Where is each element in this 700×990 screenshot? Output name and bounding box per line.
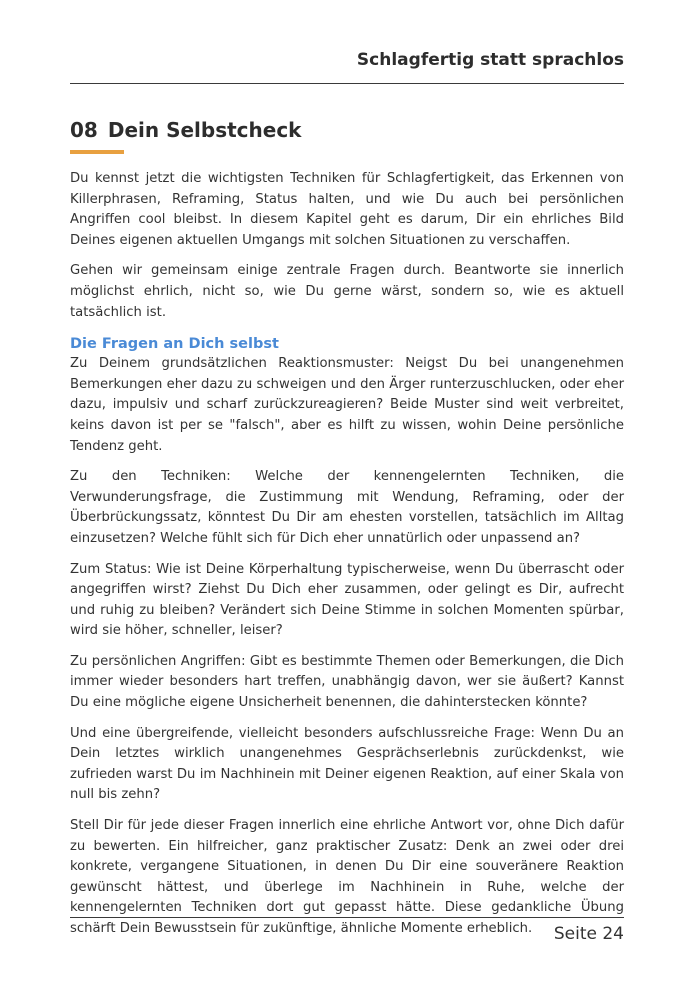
running-header-title: Schlagfertig statt sprachlos: [356, 50, 624, 70]
closing-paragraph: Stell Dir für jede dieser Fragen innerlich eine ehrliche Antwort vor, ohne Dich dafür zu bewerten. Ein hilfreicher, ganz praktischer Zusatz: Denk an zwei oder drei konkrete, vergangene Situationen, in denen Du Dir eine souveränere Reaktion gewünscht hättest, und überlege im Nachhinein in Ruhe, welche der kennengelernten Techniken dort gut gepasst hätte. Diese gedankliche Übung schärft Dein Bewusstsein für zukünftige, ähnliche Momente erheblich.: [70, 818, 624, 936]
section-heading: Die Fragen an Dich selbst: [70, 336, 279, 353]
question-paragraph-overall: Und eine übergreifende, vielleicht besonders aufschlussreiche Frage: Wenn Du an Dein letztes wirklich unangenehmes Gesprächserlebnis zurückdenkst, wie zufrieden warst Du im Nachhinein mit Deiner eigenen Reaktion, auf einer Skala von null bis zehn?: [70, 725, 624, 803]
header-divider: [70, 83, 624, 84]
chapter-number: 08: [70, 118, 98, 142]
chapter-accent-bar: [70, 150, 124, 154]
page-body: [70, 169, 624, 950]
intro-paragraph-1: Du kennst jetzt die wichtigsten Techniken für Schlagfertigkeit, das Erkennen von Killerphrasen, Reframing, Status halten, und wie Du auch bei persönlichen Angriffen cool bleibst. In diesem Kapitel geht es darum, Dir ein ehrliches Bild Deines eigenen aktuellen Umgangs mit solchen Situationen zu verschaffen.: [70, 171, 624, 248]
question-paragraph-status: Zum Status: Wie ist Deine Körperhaltung typischerweise, wenn Du überrascht oder angegriffen wirst? Ziehst Du Dich eher zusammen, oder gelingt es Dir, aufrecht und ruhig zu bleiben? Verändert sich Deine Stimme in solchen Momenten spürbar, wird sie höher, schneller, leiser?: [70, 561, 624, 639]
intro-paragraph-2: Gehen wir gemeinsam einige zentrale Fragen durch. Beantworte sie innerlich möglichst ehrlich, nicht so, wie Du gerne wärst, sondern so, wie es aktuell tatsächlich ist.: [70, 263, 624, 320]
question-paragraph-reaction: Zu Deinem grundsätzlichen Reaktionsmuster: Neigst Du bei unangenehmen Bemerkungen eher dazu zu schweigen und den Ärger runterzuschlucken, oder eher dazu, impulsiv und scharf zurückzureagieren? Beide Muster sind weit verbreitet, keins davon ist per se "falsch", aber es hilft zu wissen, wohin Deine persönliche Tendenz geht.: [70, 356, 624, 454]
page-number: Seite 24: [553, 924, 624, 944]
footer-divider: [70, 917, 624, 918]
question-paragraph-techniques: Zu den Techniken: Welche der kennengelernten Techniken, die Verwunderungsfrage, die Zustimmung mit Wendung, Reframing, oder der Überbrückungssatz, könntest Du Dir am ehesten vorstellen, tatsächlich im Alltag einzusetzen? Welche fühlt sich für Dich eher unnatürlich oder unpassend an?: [70, 469, 624, 546]
chapter-title: [70, 118, 302, 142]
chapter-title-text: Dein Selbstcheck: [107, 118, 302, 142]
question-paragraph-attacks: Zu persönlichen Angriffen: Gibt es bestimmte Themen oder Bemerkungen, die Dich immer wieder besonders hart treffen, unabhängig davon, wer sie äußert? Kannst Du eine mögliche eigene Unsicherheit benennen, die dahinterstecken könnte?: [70, 653, 624, 711]
